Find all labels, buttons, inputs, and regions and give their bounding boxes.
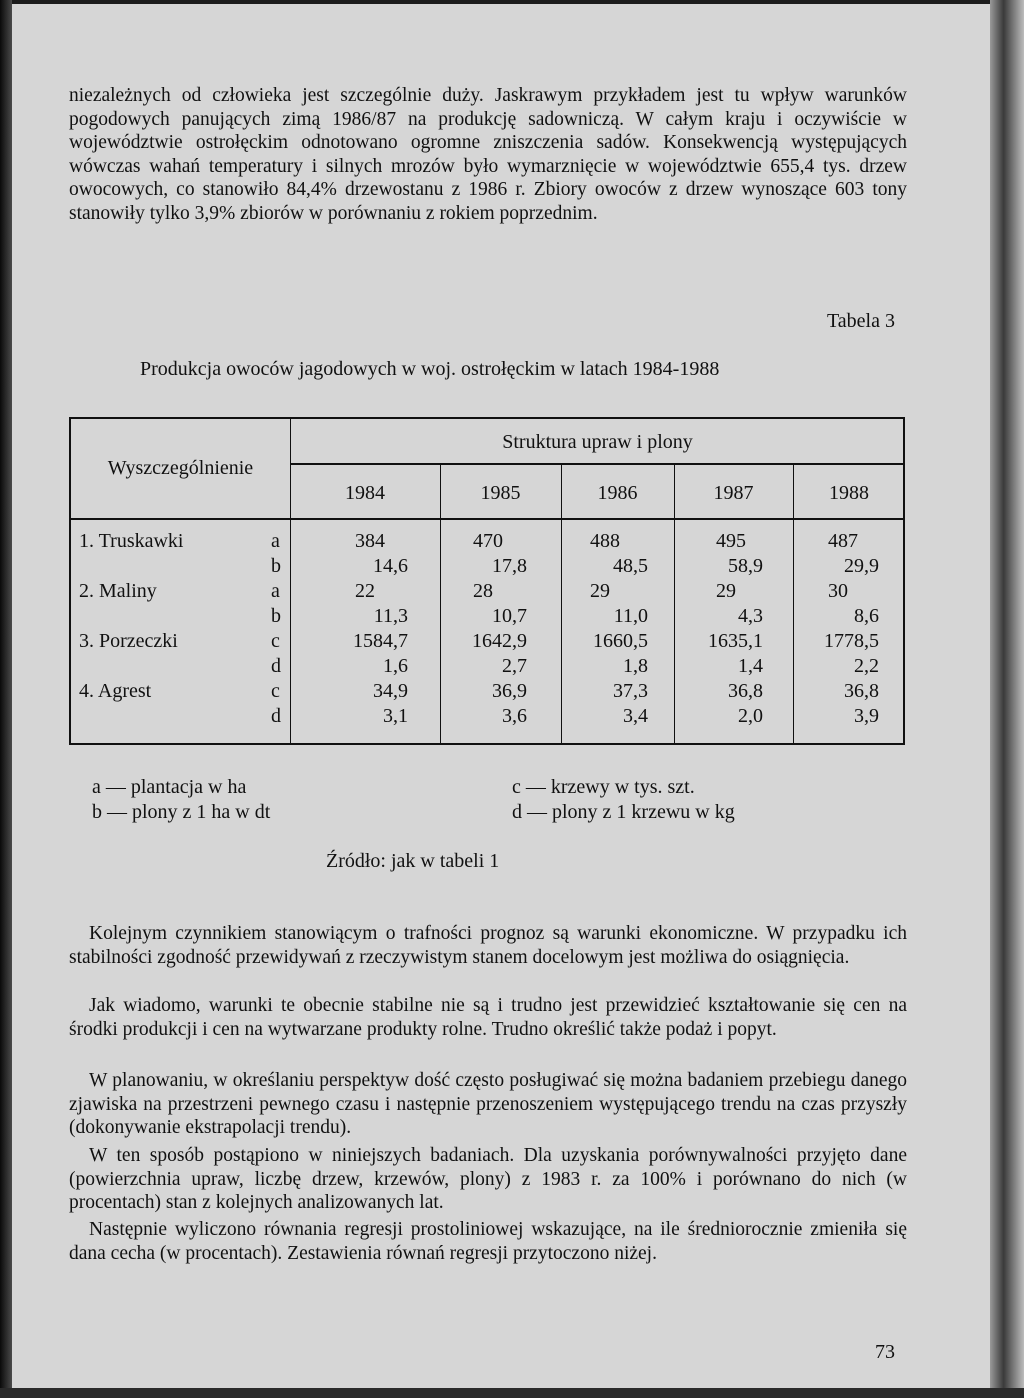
table-cell: 36,8 bbox=[728, 680, 763, 702]
crop-name: 1. Truskawki bbox=[79, 530, 184, 552]
row-code: c bbox=[271, 630, 280, 652]
crop-name: 4. Agrest bbox=[79, 680, 152, 702]
table-rule bbox=[561, 463, 562, 745]
legend-a: a — plantacja w ha bbox=[92, 776, 247, 798]
year-header: 1984 bbox=[345, 482, 385, 504]
table-cell: 3,9 bbox=[854, 705, 879, 727]
table-cell: 29,9 bbox=[844, 555, 879, 577]
table-cell: 14,6 bbox=[373, 555, 408, 577]
page-edge-shadow bbox=[990, 0, 1024, 1398]
table-cell: 3,1 bbox=[383, 705, 408, 727]
row-code: b bbox=[271, 605, 281, 627]
legend-b: b — plony z 1 ha w dt bbox=[92, 801, 271, 823]
table-cell: 36,9 bbox=[492, 680, 527, 702]
table-cell: 4,3 bbox=[738, 605, 763, 627]
page-number: 73 bbox=[875, 1341, 895, 1363]
table-cell: 2,7 bbox=[502, 655, 527, 677]
table-cell: 22 bbox=[355, 580, 375, 602]
table-cell: 1584,7 bbox=[353, 630, 408, 652]
table-cell: 34,9 bbox=[373, 680, 408, 702]
table-cell: 1642,9 bbox=[472, 630, 527, 652]
table-rule bbox=[71, 518, 905, 520]
table-cell: 1635,1 bbox=[708, 630, 763, 652]
table-cell: 58,9 bbox=[728, 555, 763, 577]
legend-d: d — plony z 1 krzewu w kg bbox=[512, 801, 735, 823]
table-cell: 48,5 bbox=[613, 555, 648, 577]
table-source: Źródło: jak w tabeli 1 bbox=[326, 850, 500, 872]
row-code: d bbox=[271, 655, 281, 677]
crop-name: 2. Maliny bbox=[79, 580, 157, 602]
table-cell: 8,6 bbox=[854, 605, 879, 627]
table-cell: 487 bbox=[828, 530, 858, 552]
table-label: Tabela 3 bbox=[826, 310, 895, 332]
table-cell: 495 bbox=[716, 530, 746, 552]
table-rule bbox=[793, 463, 794, 745]
table-cell: 488 bbox=[590, 530, 620, 552]
table-cell: 1,6 bbox=[383, 655, 408, 677]
table-rule bbox=[440, 463, 441, 745]
table-cell: 1,4 bbox=[738, 655, 763, 677]
table-cell: 37,3 bbox=[613, 680, 648, 702]
table-cell: 384 bbox=[355, 530, 385, 552]
table-cell: 10,7 bbox=[492, 605, 527, 627]
table-cell: 11,0 bbox=[613, 605, 648, 627]
year-header: 1988 bbox=[829, 482, 869, 504]
table-header-left: Wyszczególnienie bbox=[107, 457, 254, 479]
table-cell: 1778,5 bbox=[824, 630, 879, 652]
data-table bbox=[69, 417, 905, 745]
table-title: Produkcja owoców jagodowych w woj. ostrołęckim w latach 1984-1988 bbox=[140, 358, 720, 380]
row-code: a bbox=[271, 530, 280, 552]
table-rule bbox=[674, 463, 675, 745]
book-page bbox=[12, 4, 990, 1388]
table-cell: 470 bbox=[473, 530, 503, 552]
book-spine-shadow bbox=[0, 0, 12, 1398]
year-header: 1985 bbox=[480, 482, 521, 504]
year-header: 1987 bbox=[713, 482, 754, 504]
table-cell: 30 bbox=[828, 580, 848, 602]
table-rule bbox=[290, 419, 291, 745]
paragraph-4: W planowaniu, w określaniu perspektyw dość często posługiwać się można badaniem przebiegu danego zjawiska na przestrzeni pewnego czasu i następnie przenoszeniem występującego trendu na czas przyszły (dokonywanie ekstrapolacji trendu). bbox=[69, 1070, 907, 1138]
table-cell: 1660,5 bbox=[593, 630, 648, 652]
paragraph-6: Następnie wyliczono równania regresji prostoliniowej wskazujące, na ile średniorocznie zmieniła się dana cecha (w procentach). Zestawienia równań regresji przytoczono niżej. bbox=[69, 1219, 907, 1264]
table-cell: 11,3 bbox=[373, 605, 408, 627]
row-code: b bbox=[271, 555, 281, 577]
paragraph-3: Jak wiadomo, warunki te obecnie stabilne nie są i trudno jest przewidzieć kształtowanie się cen na środki produkcji i cen na wytwarzane produkty rolne. Trudno określić także podaż i popyt. bbox=[69, 995, 907, 1040]
row-code: a bbox=[271, 580, 280, 602]
table-cell: 2,2 bbox=[854, 655, 879, 677]
table-header-group: Struktura upraw i plony bbox=[502, 431, 693, 453]
scan-bottom-edge bbox=[0, 1388, 1024, 1398]
table-cell: 36,8 bbox=[844, 680, 879, 702]
row-code: c bbox=[271, 680, 280, 702]
table-rule bbox=[290, 463, 905, 465]
table-cell: 3,6 bbox=[502, 705, 527, 727]
paragraph-2: Kolejnym czynnikiem stanowiącym o trafności prognoz są warunki ekonomiczne. W przypadku ich stabilności zgodność przewidywań z rzeczywistym stanem docelowym jest możliwa do osiągnięcia. bbox=[69, 923, 907, 968]
table-cell: 29 bbox=[716, 580, 736, 602]
table-cell: 1,8 bbox=[623, 655, 648, 677]
table-cell: 29 bbox=[590, 580, 610, 602]
paragraph-1: niezależnych od człowieka jest szczególnie duży. Jaskrawym przykładem jest tu wpływ warunków pogodowych panujących zimą 1986/87 na produkcję sadowniczą. W całym kraju i oczywiście w województwie ostrołęckim odnotowano ogromne zniszczenia sadów. Konsekwencją występujących wówczas wahań temperatury i silnych mrozów było wymarznięcie w województwie 655,4 tys. drzew owocowych, co stanowiło 84,4% drzewostanu z 1986 r. Zbiory owoców z drzew wynoszące 603 tony stanowiły tylko 3,9% zbiorów w porównaniu z rokiem poprzednim. bbox=[69, 85, 907, 224]
table-cell: 17,8 bbox=[492, 555, 527, 577]
table-cell: 3,4 bbox=[623, 705, 648, 727]
paragraph-5: W ten sposób postąpiono w niniejszych badaniach. Dla uzyskania porównywalności przyjęto dane (powierzchnia upraw, liczbę drzew, krzewów, plony) z 1983 r. za 100% i porównano do nich (w procentach) stan z kolejnych analizowanych lat. bbox=[69, 1145, 907, 1213]
table-cell: 2,0 bbox=[738, 705, 763, 727]
row-code: d bbox=[271, 705, 281, 727]
legend-c: c — krzewy w tys. szt. bbox=[512, 776, 695, 798]
year-header: 1986 bbox=[597, 482, 638, 504]
crop-name: 3. Porzeczki bbox=[79, 630, 178, 652]
table-cell: 28 bbox=[473, 580, 493, 602]
